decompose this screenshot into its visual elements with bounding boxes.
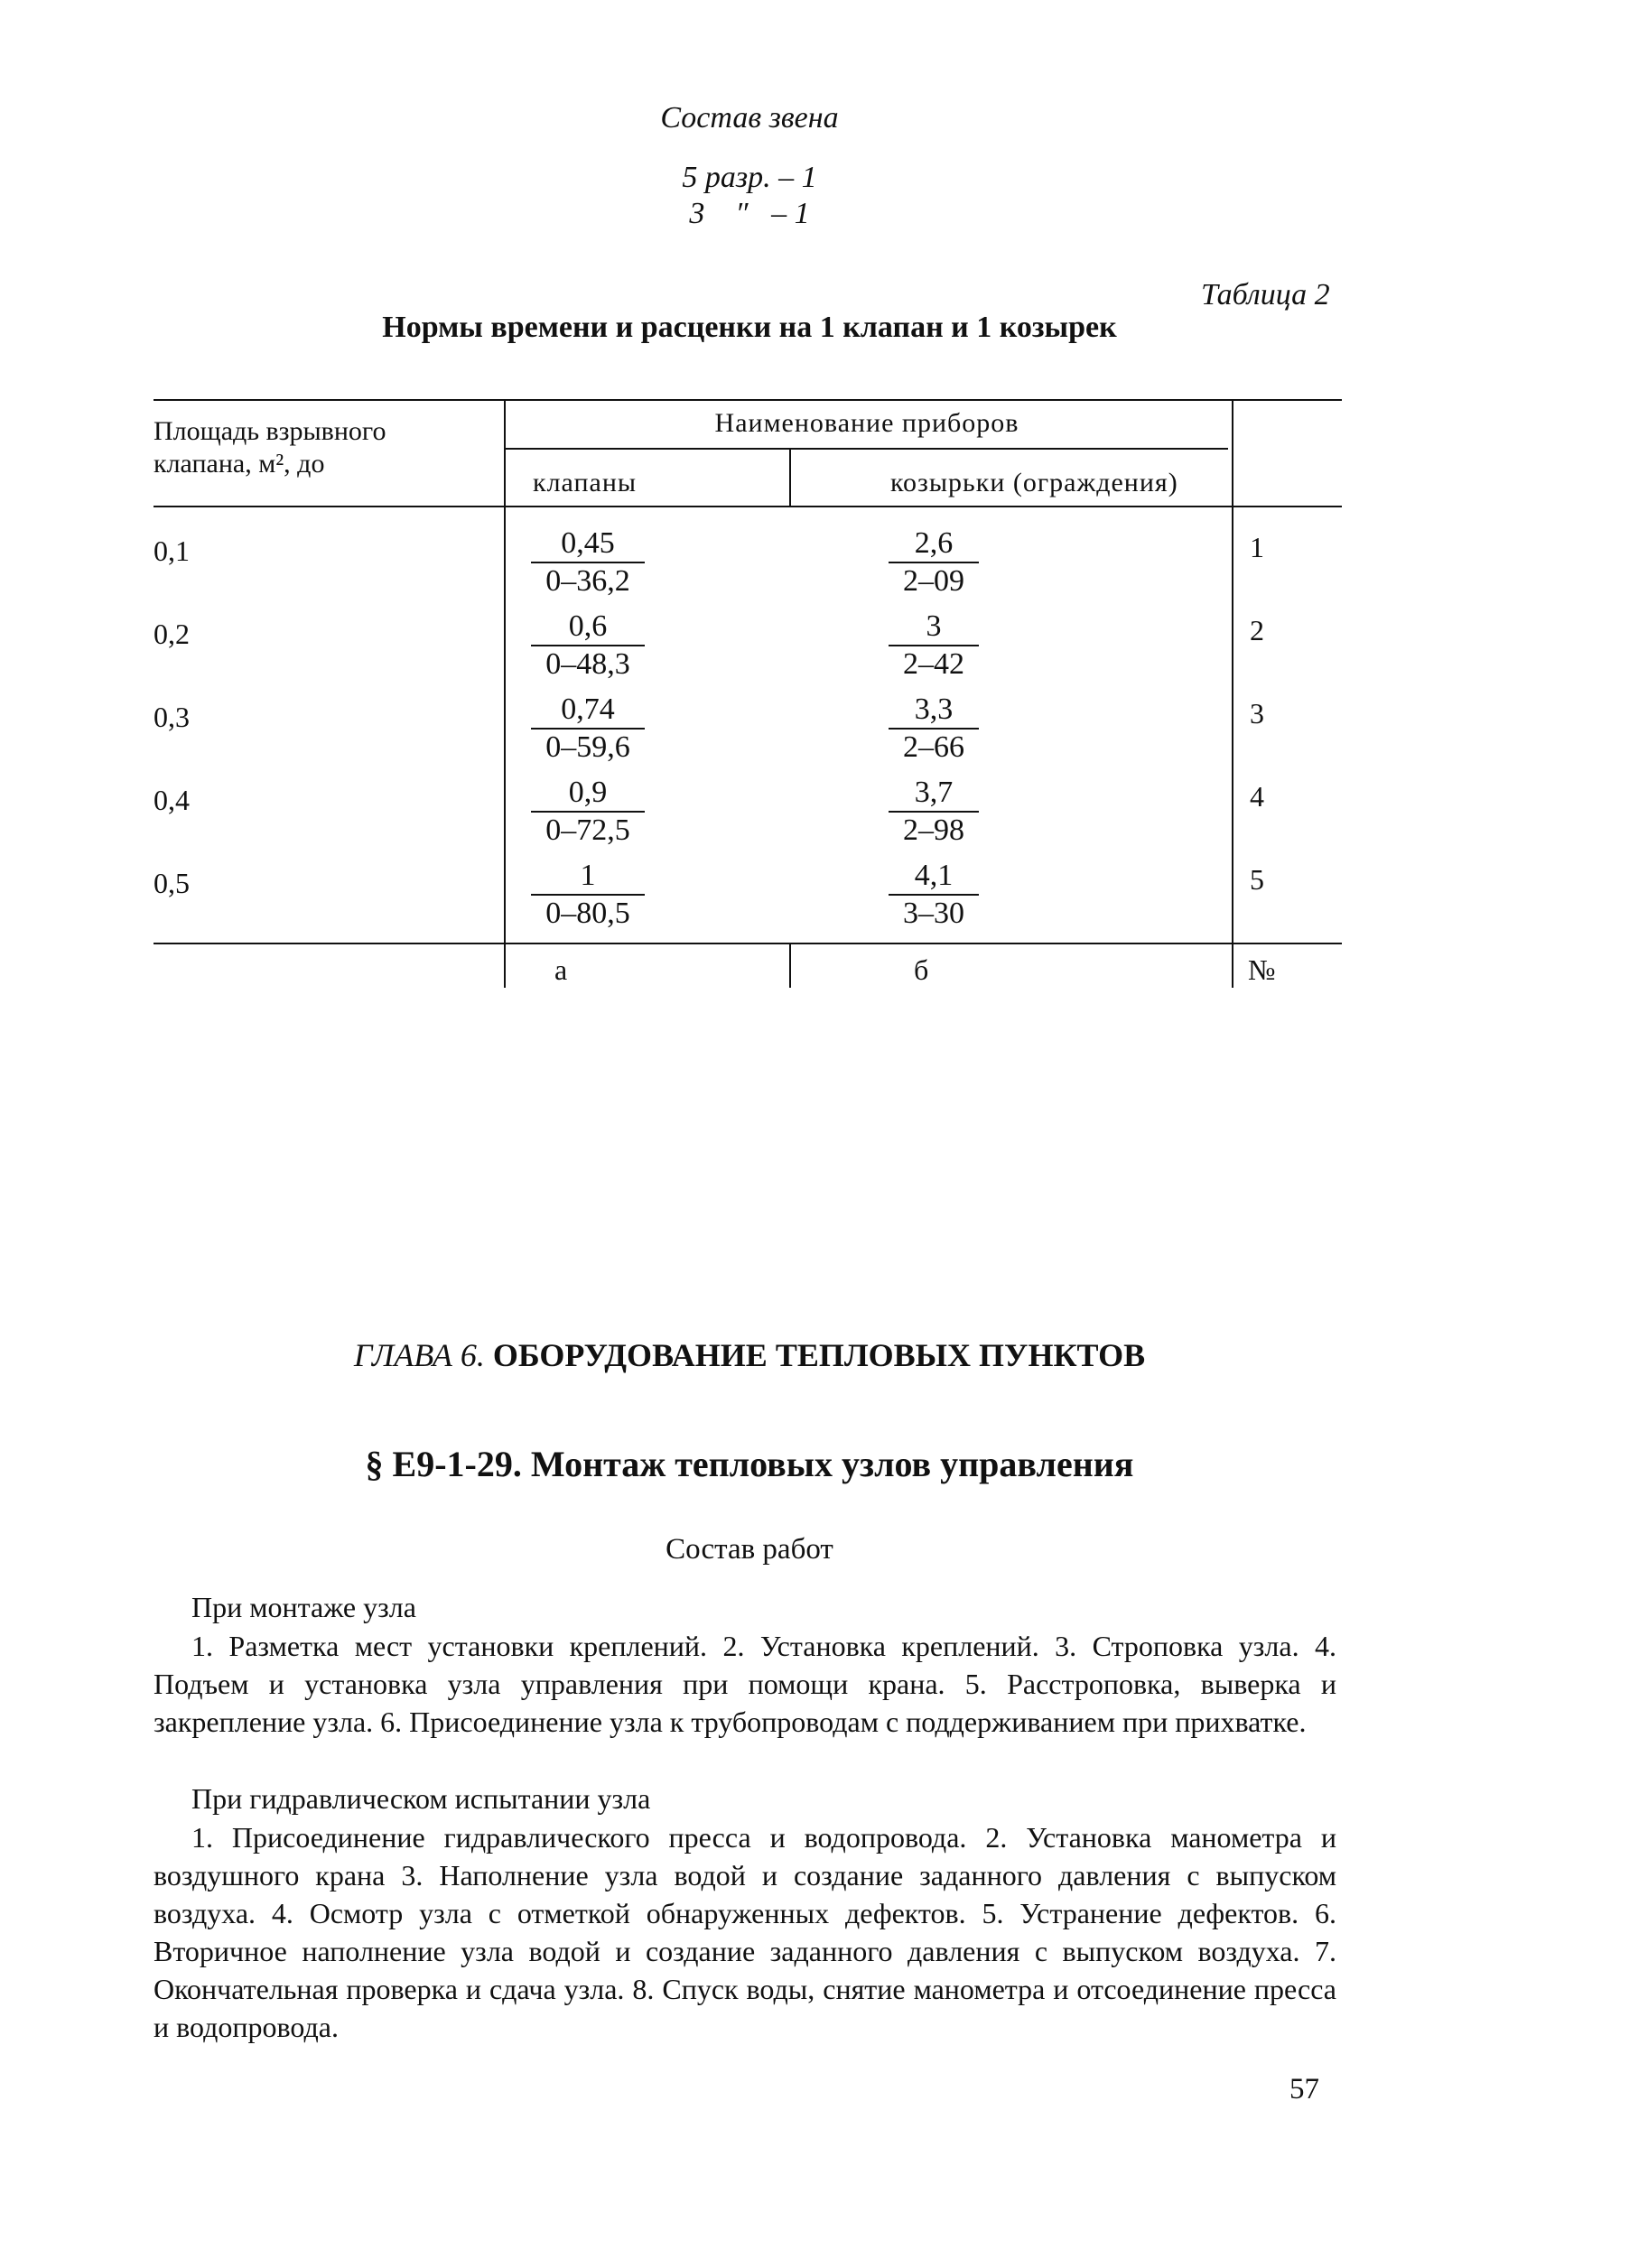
visor-rate: 2–98 bbox=[903, 813, 964, 847]
valve-rate: 0–48,3 bbox=[545, 647, 630, 681]
page-number: 57 bbox=[1289, 2073, 1319, 2105]
area-value: 0,2 bbox=[154, 618, 190, 650]
valve-rate: 0–59,6 bbox=[545, 730, 630, 764]
row-number: 5 bbox=[1250, 863, 1264, 896]
row-number: 2 bbox=[1250, 614, 1264, 646]
valve-rate: 0–72,5 bbox=[545, 813, 630, 847]
area-value: 0,3 bbox=[154, 701, 190, 733]
valve-rate: 0–36,2 bbox=[545, 564, 630, 598]
valve-time: 1 bbox=[531, 858, 645, 896]
table-col-rule bbox=[789, 943, 791, 988]
visor-norm bbox=[889, 609, 979, 683]
table-col-rule bbox=[789, 448, 791, 506]
table-caption: Нормы времени и расценки на 1 клапан и 1 козырек bbox=[382, 311, 1117, 344]
area-value: 0,5 bbox=[154, 867, 190, 899]
valve-time: 0,74 bbox=[531, 692, 645, 730]
visor-norm bbox=[889, 692, 979, 766]
chapter-lead: ГЛАВА 6. bbox=[353, 1337, 485, 1373]
visor-time: 3,3 bbox=[889, 692, 979, 730]
group-header: Наименование приборов bbox=[714, 408, 1019, 438]
col-valves-header: клапаны bbox=[533, 468, 638, 497]
crew-line: 3 ″ – 1 bbox=[689, 197, 810, 230]
valve-norm bbox=[531, 692, 645, 766]
row-number: 4 bbox=[1250, 780, 1264, 813]
visor-time: 4,1 bbox=[889, 858, 979, 896]
table-body-rule bbox=[154, 943, 1342, 944]
section-heading: § Е9-1-29. Монтаж тепловых узлов управления bbox=[365, 1444, 1134, 1484]
col-label-no: № bbox=[1248, 953, 1276, 986]
visor-rate: 2–09 bbox=[903, 564, 964, 598]
visor-norm bbox=[889, 858, 979, 932]
mount-label: При монтаже узла bbox=[191, 1591, 416, 1623]
row-number: 3 bbox=[1250, 697, 1264, 730]
table-col-rule bbox=[1232, 399, 1233, 988]
valve-time: 0,6 bbox=[531, 609, 645, 646]
table-top-rule bbox=[154, 399, 1342, 401]
visor-rate: 3–30 bbox=[903, 897, 964, 930]
valve-time: 0,45 bbox=[531, 525, 645, 563]
visor-time: 3 bbox=[889, 609, 979, 646]
valve-norm bbox=[531, 775, 645, 849]
valve-rate: 0–80,5 bbox=[545, 897, 630, 930]
valve-norm bbox=[531, 609, 645, 683]
valve-norm bbox=[531, 525, 645, 600]
area-value: 0,4 bbox=[154, 784, 190, 816]
visor-rate: 2–66 bbox=[903, 730, 964, 764]
table-number: Таблица 2 bbox=[1201, 278, 1330, 311]
col-label-b: б bbox=[914, 953, 929, 986]
test-text: 1. Присоединение гидравлического пресса и водопровода. 2. Установка манометра и воздушного крана 3. Наполнение узла водой и создание заданного давления с выпуском воздуха. 4. Осмотр узла с отметкой обнаруженных дефектов. 5. Устранение дефектов. 6. Вторичное наполнение узла водой и создание заданного давления с выпуском воздуха. 7. Окончательная проверка и сдача узла. 8. Спуск воды, снятие манометра и отсоединение пресса и водопровода. bbox=[154, 1821, 1336, 2043]
visor-time: 3,7 bbox=[889, 775, 979, 813]
mount-text: 1. Разметка мест установки креплений. 2. Установка креплений. 3. Строповка узла. 4. Подъем и установка узла управления при помощи крана. 5. Расстроповка, выверка и закрепление узла. 6. Присоединение узла к трубопроводам с поддерживанием при прихватке. bbox=[154, 1630, 1336, 1738]
area-value: 0,1 bbox=[154, 534, 190, 567]
col-area-header: Площадь взрывного клапана, м², до bbox=[154, 416, 386, 479]
table-header-rule bbox=[154, 506, 1342, 507]
table-col-rule bbox=[504, 399, 506, 988]
chapter-title: ОБОРУДОВАНИЕ ТЕПЛОВЫХ ПУНКТОВ bbox=[492, 1337, 1146, 1373]
valve-time: 0,9 bbox=[531, 775, 645, 813]
crew-line: 5 разр. – 1 bbox=[682, 161, 817, 194]
row-number: 1 bbox=[1250, 531, 1264, 563]
col-label-a: а bbox=[554, 953, 568, 986]
col-visors-header: козырьки (ограждения) bbox=[890, 468, 1178, 497]
chapter-heading bbox=[0, 1336, 1499, 1374]
test-label: При гидравлическом испытании узла bbox=[191, 1782, 651, 1815]
visor-norm bbox=[889, 775, 979, 849]
visor-rate: 2–42 bbox=[903, 647, 964, 681]
work-title: Состав работ bbox=[666, 1533, 833, 1566]
table-group-rule bbox=[506, 448, 1228, 450]
visor-norm bbox=[889, 525, 979, 600]
visor-time: 2,6 bbox=[889, 525, 979, 563]
crew-title: Состав звена bbox=[660, 101, 839, 135]
valve-norm bbox=[531, 858, 645, 932]
